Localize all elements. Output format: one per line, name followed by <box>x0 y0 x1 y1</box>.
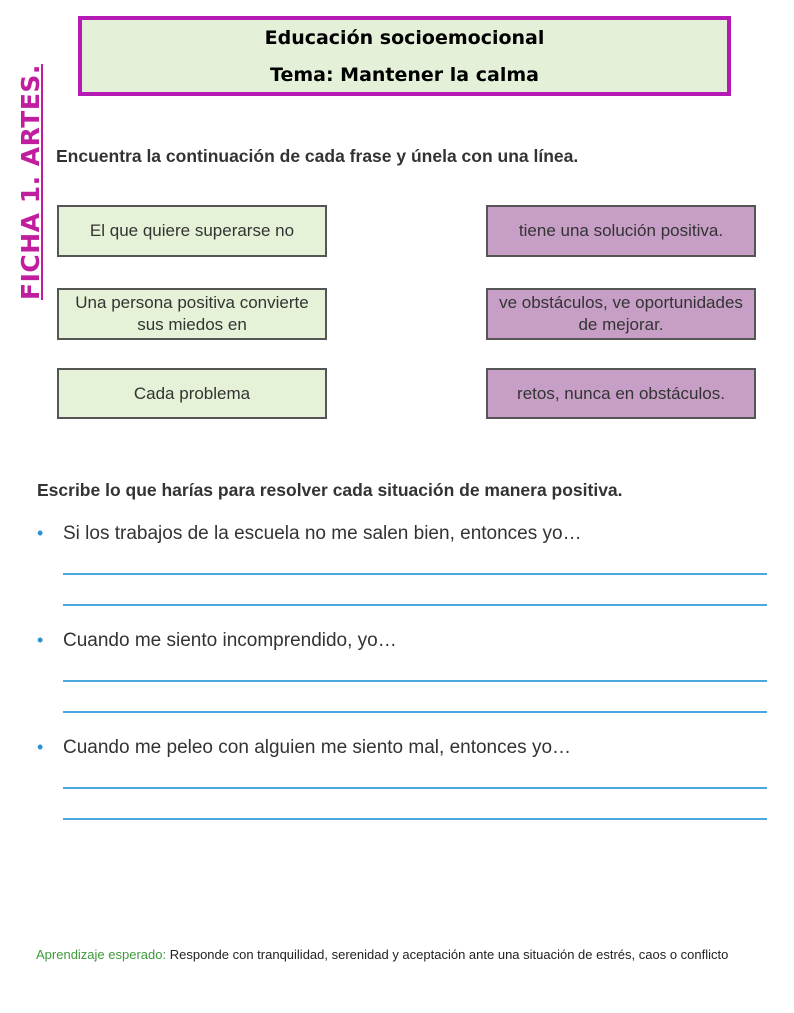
prompt-item-3 <box>37 737 571 759</box>
footer-label: Aprendizaje esperado: <box>36 947 167 962</box>
bullet-icon: • <box>37 737 44 757</box>
right-box-3[interactable]: retos, nunca en obstáculos. <box>486 368 756 419</box>
answer-line[interactable] <box>63 604 767 606</box>
writing-instruction: Escribe lo que harías para resolver cada situación de manera positiva. <box>37 480 623 500</box>
right-box-2[interactable]: ve obstáculos, ve oportunidades de mejorar. <box>486 288 756 340</box>
prompt-text-2: Cuando me siento incomprendido, yo… <box>63 630 397 651</box>
header-box <box>78 16 731 96</box>
header-title: Educación socioemocional <box>264 27 545 49</box>
left-box-3[interactable]: Cada problema <box>57 368 327 419</box>
prompt-text-3: Cuando me peleo con alguien me siento mal, entonces yo… <box>63 737 572 758</box>
answer-line[interactable] <box>63 818 767 820</box>
answer-line[interactable] <box>63 573 767 575</box>
header-subtitle: Tema: Mantener la calma <box>270 64 539 86</box>
right-box-1[interactable]: tiene una solución positiva. <box>486 205 756 257</box>
bullet-icon: • <box>37 630 44 650</box>
prompt-item-1 <box>37 523 582 545</box>
prompt-text-1: Si los trabajos de la escuela no me salen bien, entonces yo… <box>63 523 582 544</box>
left-box-1[interactable]: El que quiere superarse no <box>57 205 327 257</box>
bullet-icon: • <box>37 523 44 543</box>
footer-learning-goal <box>36 944 756 966</box>
answer-line[interactable] <box>63 711 767 713</box>
answer-line[interactable] <box>63 787 767 789</box>
matching-instruction: Encuentra la continuación de cada frase y únela con una línea. <box>56 146 579 166</box>
footer-text: Responde con tranquilidad, serenidad y aceptación ante una situación de estrés, caos o conflicto <box>169 947 729 962</box>
prompt-item-2 <box>37 630 397 652</box>
left-box-2[interactable]: Una persona positiva convierte sus miedos en <box>57 288 327 340</box>
side-label: FICHA 1. ARTES. <box>16 64 45 300</box>
answer-line[interactable] <box>63 680 767 682</box>
